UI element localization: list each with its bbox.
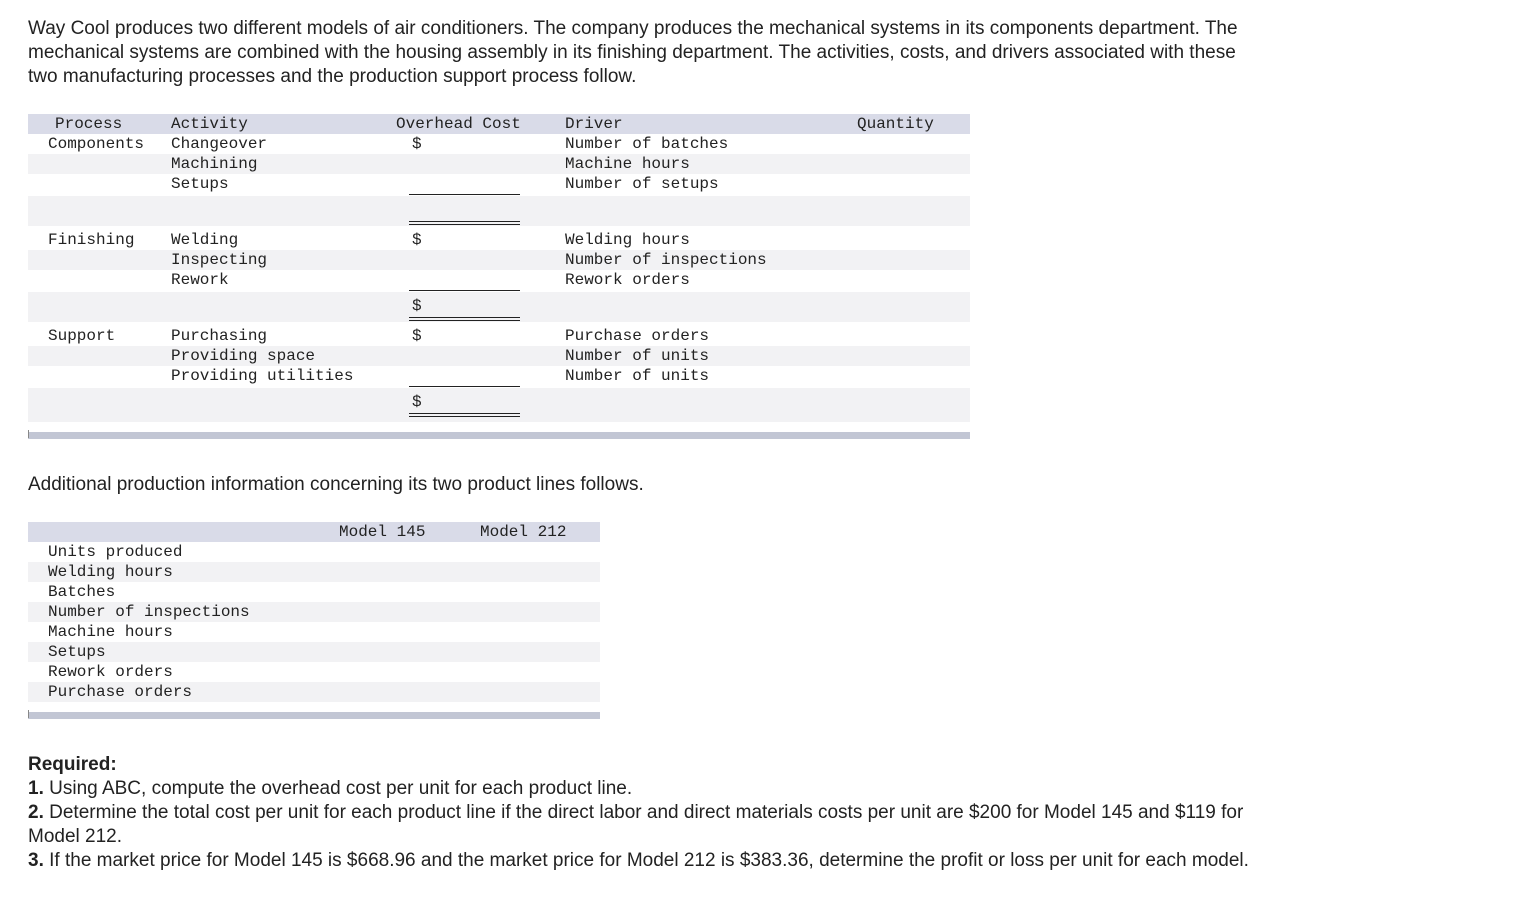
driver-name: Number of batches: [565, 135, 729, 153]
required-item-text: Determine the total cost per unit for each product line if the direct labor and direct materials costs per unit are $200 for Model 145 and $119 for Model 212.: [28, 802, 1244, 847]
additional-paragraph: Additional production information concerning its two product lines follows.: [28, 474, 644, 495]
driver-name: Machine hours: [565, 155, 690, 173]
cost-dollar-sign: $: [412, 231, 422, 249]
driver-name: Number of inspections: [565, 251, 767, 269]
driver-name: Number of setups: [565, 175, 719, 193]
production-label: Setups: [48, 643, 106, 661]
total-double-rule: [409, 413, 520, 417]
production-label: Rework orders: [48, 663, 173, 681]
activity-name: Machining: [171, 155, 258, 173]
activity-name: Setups: [171, 175, 229, 193]
total-dollar-sign: $: [412, 297, 422, 315]
header-activity: Activity: [171, 115, 248, 133]
required-item-text: If the market price for Model 145 is $668.96 and the market price for Model 212 is $383.36, determine the profit or loss per unit for each model.: [43, 850, 1249, 871]
subtotal-rule: [409, 290, 520, 291]
header-overhead-cost: Overhead Cost: [396, 115, 521, 133]
header-process: Process: [55, 115, 123, 133]
required-item-text: Using ABC, compute the overhead cost per unit for each product line.: [43, 778, 633, 799]
production-label: Batches: [48, 583, 116, 601]
activity-name: Rework: [171, 271, 229, 289]
header-model-212: Model 212: [480, 523, 567, 541]
process-name: Components: [48, 135, 145, 153]
production-table: [28, 522, 600, 722]
total-double-rule: [409, 221, 520, 225]
total-double-rule: [409, 317, 520, 321]
subtotal-rule: [409, 194, 520, 195]
driver-name: Number of units: [565, 347, 710, 365]
production-label: Welding hours: [48, 563, 173, 581]
driver-name: Welding hours: [565, 231, 690, 249]
required-item-number: 2.: [28, 802, 44, 823]
activity-name: Providing utilities: [171, 367, 354, 385]
driver-name: Number of units: [565, 367, 710, 385]
header-quantity: Quantity: [857, 115, 934, 133]
required-item: [28, 849, 1278, 873]
required-item: [28, 801, 1278, 849]
required-item-number: 1.: [28, 778, 44, 799]
activity-name: Purchasing: [171, 327, 268, 345]
production-label: Machine hours: [48, 623, 173, 641]
process-name: Support: [48, 327, 116, 345]
cost-dollar-sign: $: [412, 135, 422, 153]
required-section: [28, 753, 1278, 873]
activity-name: Inspecting: [171, 251, 268, 269]
intro-paragraph: Way Cool produces two different models of air conditioners. The company produces the mechanical systems in its components department. The mechanical systems are combined with the housing assembly in its finishing department. The activities, costs, and drivers associated with these two manufacturing processes and the production support process follow.: [28, 18, 1238, 87]
driver-name: Purchase orders: [565, 327, 710, 345]
required-item: [28, 777, 1278, 801]
production-label: Purchase orders: [48, 683, 193, 701]
total-dollar-sign: $: [412, 393, 422, 411]
production-label: Units produced: [48, 543, 183, 561]
subtotal-rule: [409, 386, 520, 387]
overhead-table: [28, 114, 970, 444]
required-heading: Required:: [28, 754, 117, 775]
activity-name: Changeover: [171, 135, 268, 153]
required-item-number: 3.: [28, 850, 44, 871]
production-label: Number of inspections: [48, 603, 250, 621]
activity-name: Welding: [171, 231, 239, 249]
header-model-145: Model 145: [339, 523, 426, 541]
header-driver: Driver: [565, 115, 623, 133]
process-name: Finishing: [48, 231, 135, 249]
cost-dollar-sign: $: [412, 327, 422, 345]
driver-name: Rework orders: [565, 271, 690, 289]
activity-name: Providing space: [171, 347, 316, 365]
